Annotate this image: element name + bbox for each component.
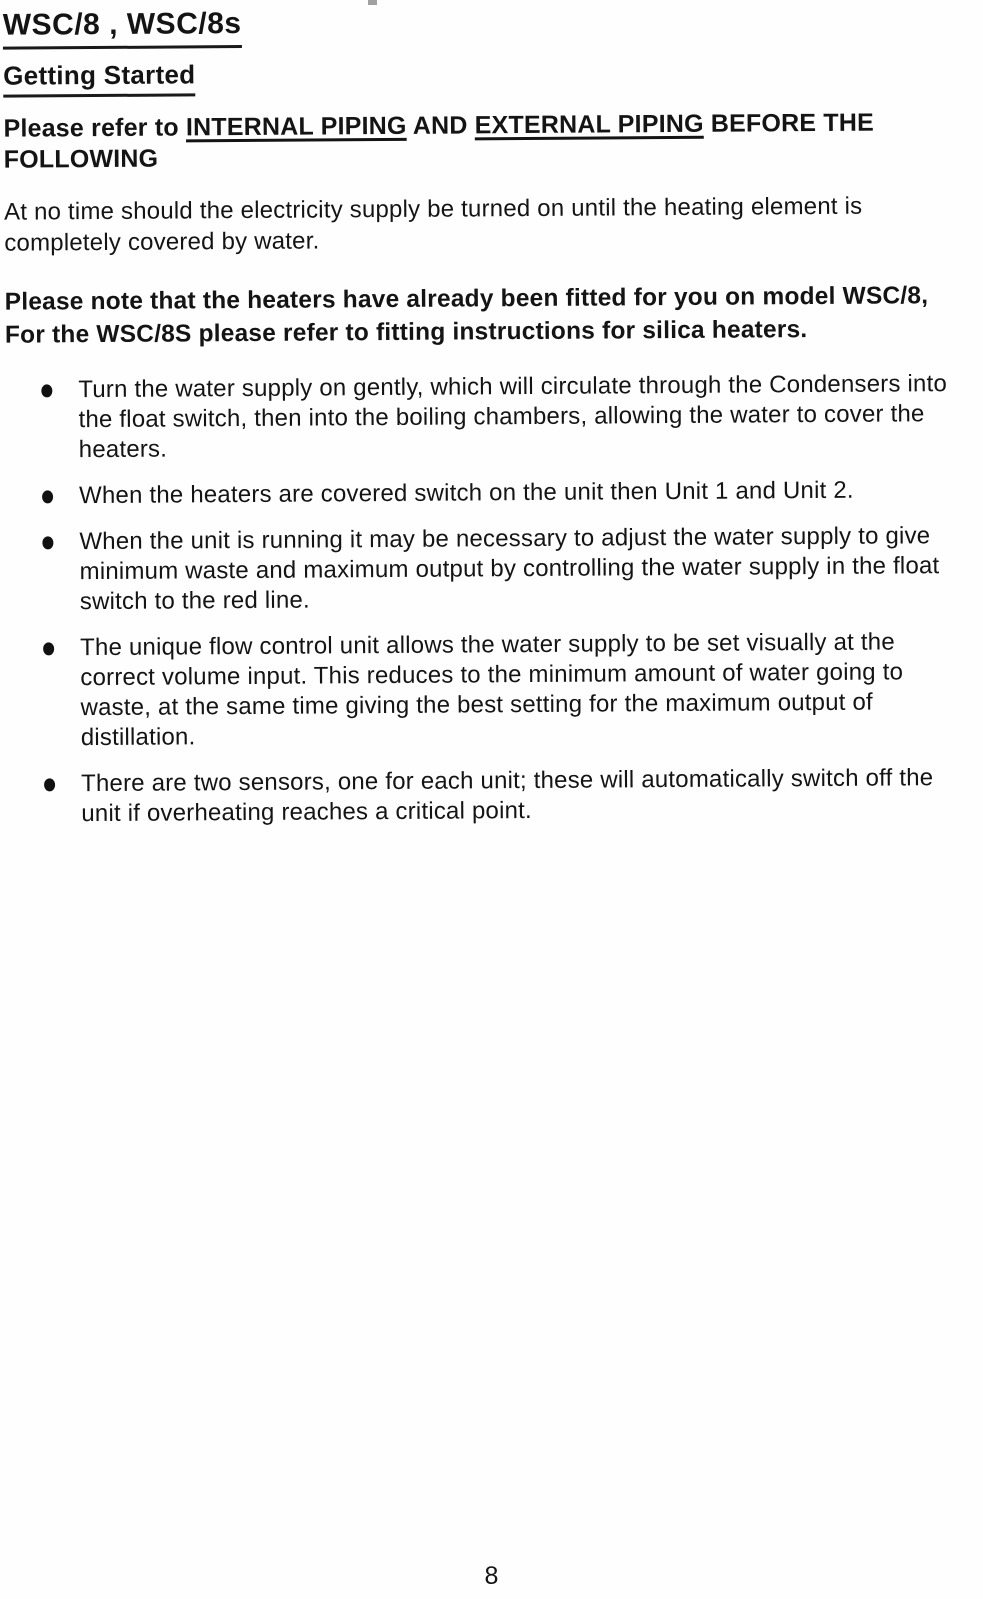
page-content [3, 2, 967, 846]
bullet-icon [42, 490, 53, 503]
heaters-note-paragraph: Please note that the heaters have already been fitted for you on model WSC/8, For the WSC/8S please refer to fitting instructions for silica heaters. [4, 282, 929, 349]
instruction-list [5, 369, 966, 830]
page-number: 8 [484, 1562, 499, 1590]
external-piping-reference: EXTERNAL PIPING [474, 109, 704, 140]
section-title: Getting Started [3, 59, 196, 97]
page-title: WSC/8 , WSC/8s [3, 7, 242, 50]
list-item-text: There are two sensors, one for each unit; these will automatically switch off the unit if overheating reaches a critical point. [80, 764, 934, 828]
refer-text-2: AND [406, 111, 475, 140]
list-item [41, 369, 964, 465]
list-item [43, 627, 966, 753]
list-item-text: When the heaters are covered switch on the unit then Unit 1 and Unit 2. [78, 476, 854, 510]
list-item-text: Turn the water supply on gently, which will circulate through the Condensers into the float switch, then into the boiling chambers, allowing the water to cover the heaters. [78, 370, 948, 464]
internal-piping-reference: INTERNAL PIPING [185, 111, 407, 142]
bullet-icon [41, 384, 52, 397]
bullet-icon [43, 642, 54, 655]
refer-text-3: BEFORE THE FOLLOWING [3, 108, 875, 174]
list-item [42, 475, 964, 511]
electricity-warning-paragraph: At no time should the electricity supply be turned on until the heating element is completely covered by water. [3, 192, 863, 257]
scan-artifact-mark [368, 0, 377, 5]
bullet-icon [44, 778, 55, 791]
list-item-text: When the unit is running it may be necessary to adjust the water supply to give minimum waste and maximum output by controlling the water supply in the float switch to the red line. [79, 522, 940, 616]
refer-text-1: Please refer to [3, 113, 187, 143]
list-item-text: The unique flow control unit allows the water supply to be set visually at the correct volume input. This reduces to the minimum amount of water going to waste, at the same time giving the best setting for the maximum output of distillation. [80, 628, 904, 752]
list-item [42, 521, 965, 617]
list-item [44, 763, 966, 829]
refer-instruction-line [3, 107, 961, 176]
bullet-icon [42, 536, 53, 549]
